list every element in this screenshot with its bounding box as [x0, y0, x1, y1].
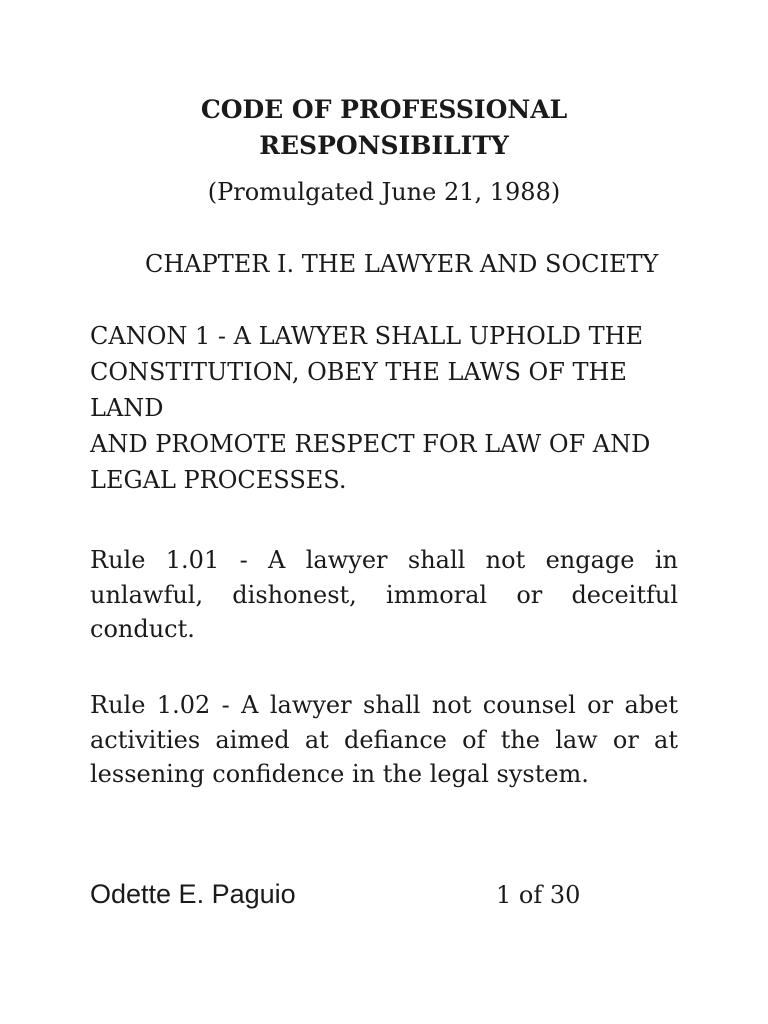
- canon-line: LEGAL PROCESSES.: [90, 466, 347, 494]
- page-indicator: 1 of 30: [496, 881, 581, 909]
- promulgation-date: (Promulgated June 21, 1988): [207, 178, 561, 206]
- canon-line: CANON 1 - A LAWYER SHALL UPHOLD THE: [90, 322, 644, 350]
- document-title: [0, 92, 768, 164]
- canon-line: LAND: [90, 394, 164, 422]
- canon-text: [90, 318, 690, 498]
- rule-paragraph: Rule 1.02 - A lawyer shall not counsel or abet activities aimed at defiance of the law or at lessening confidence in the legal system.: [90, 691, 678, 788]
- title-line: CODE OF PROFESSIONAL: [200, 95, 568, 124]
- canon-line: CONSTITUTION, OBEY THE LAWS OF THE: [90, 358, 627, 386]
- chapter-heading: CHAPTER I. THE LAWYER AND SOCIETY: [145, 250, 659, 278]
- title-line: RESPONSIBILITY: [259, 131, 509, 160]
- rule-paragraph: Rule 1.01 - A lawyer shall not engage in unlawful, dishonest, immoral or deceitful conduct.: [90, 546, 678, 643]
- footer-author: Odette E. Paguio: [90, 879, 296, 909]
- canon-line: AND PROMOTE RESPECT FOR LAW OF AND: [90, 430, 651, 458]
